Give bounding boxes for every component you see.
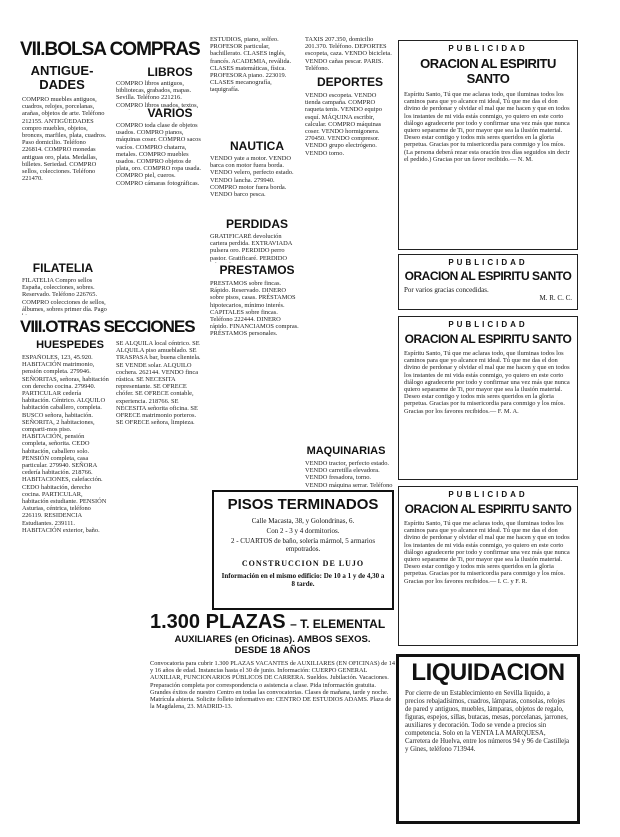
plazas-title: 1.300 PLAZAS [150, 611, 286, 633]
oracion-title-3: ORACION AL ESPIRITU SANTO [404, 332, 572, 346]
publicidad-3 [398, 316, 578, 480]
publicidad-1 [398, 40, 578, 250]
category-varios: VARIOS [147, 106, 193, 120]
category-filatelia: FILATELIA [32, 261, 94, 275]
pisos-line3: 2 - CUARTOS de baño, solería mármol, 5 armarios empotrados. [230, 537, 376, 553]
classified-block-filatelia: FILATELIA Compro sellos España, colecciones, sobres. Reservado. Teléfono 226765. COMPRO colecciones de sellos, álbumes, sobres primer día. Pago [22, 277, 107, 313]
category-huespedes: HUESPEDES [36, 339, 104, 351]
pisos-terminados-ad [212, 490, 394, 610]
oracion-sign-2: M. R. C. C. [539, 294, 572, 302]
classified-block-huespedes: ESPAÑOLES, 123, 45.920. HABITACIÓN matrimonio, pensión completa. 279946. SEÑORITAS, señoras, habitación con derecho cocina. 279940. PARTICULAR cedería habitación. Céntrico. ALQUILO habitación caballero, completa. BUSCO señora, habitación. SEÑORITA, 2 habitaciones, comparti-mos piso. HABITACIÓN, pensión completa, señorita. CEDO habitación, caballero solo. PENSIÓN completa, casa particular. 279940. SEÑORA cedería habitación. 218766. HABITACIONES, calefacción. CEDO habitación, derecho cocina. PARTICULAR, habitación estudiante. PENSIÓN Asturias, céntrica, teléfono 226119. RESIDENCIA Estudiantes. 239111. HABITACIÓN exterior, baño. [22, 354, 109, 534]
oracion-text-2: Por varios gracias concedidas. [404, 286, 489, 294]
section-title-otras: VIII.OTRAS SECCIONES [20, 317, 195, 336]
pisos-line2: Con 2 - 3 y 4 dormitorios. [266, 527, 340, 535]
category-antiguedades: ANTIGUE-DADES [30, 63, 94, 92]
classified-block-perdidas: GRATIFICARÉ devolución cartera perdida. EXTRAVIADA pulsera oro. PERDIDO perro pastor. Gratificaré. PERDIDO [210, 233, 293, 262]
publicidad-head-1: PUBLICIDAD [448, 44, 528, 53]
column-1 [20, 40, 202, 59]
pisos-line4: CONSTRUCCION DE LUJO [241, 559, 365, 568]
publicidad-head-4: PUBLICIDAD [448, 490, 528, 499]
section-title-bolsa: VII.BOLSA COMPRAS [20, 39, 200, 60]
classified-block-libros: COMPRO libros antiguos, bibliotecas, grabados, mapas. Sevilla. Teléfono 221216. COMPRO libros usados, textos, [116, 80, 199, 109]
classified-block-deportes: VENDO escopeta. VENDO tienda campaña. COMPRO raqueta tenis. VENDO equipo esquí. MÁQUINA escribir, calcular. COMPRO máquinas coser. VENDO hormigonera. 270450. VENDO compresor. VENDO grupo electrógeno. VENDO torno. [305, 92, 382, 157]
plazas-body: Convocatoria para cubrir 1.300 PLAZAS VACANTES de AUXILIARES (EN OFICINAS) de 14 y 16 años de edad. Instancias hasta el 30 de junio. Información: CUERPO GENERAL AUXILIAR, FUNCIONARIOS PÚBLICOS DE CARRERA. Sueldos. Jubilación. Vacaciones. Preparación completa por correspondencia o asistencia a clase. Pida información gratuita. Grandes éxitos de nuestro Centro en todas las convocatorias. Clases de mañana, tarde y noche. Matrícula abierta. Solicite folleto informativo en: CENTRO DE ESTUDIOS ADAMS. Plaza de la Magdalena, 23. MADRID-13. [150, 660, 395, 711]
plazas-ad [150, 612, 395, 810]
plazas-suffix: – T. ELEMENTAL [290, 617, 386, 631]
liquidacion-body: Por cierre de un Establecimiento en Sevilla liquido, a precios rebajadísimos, cuadros, lámparas, consolas, relojes de pared y antiguos, muebles, lámparas, objetos de regalo, figuras, espejos, sillas, butacas, mesas, porcelanas, jarrones, auxiliares y decoración. Todo se vende a precios sin competencia. Solo en la VENTA LA MARQUESA, Carretera de Huelva, entre los números 94 y 96 de Castilleja y Gines, teléfono 713944. [405, 690, 570, 753]
classified-block-varios: COMPRO toda clase de objetos usados. COMPRO pianos, máquinas coser. COMPRO sacos vacíos. COMPRO chatarra, metales. COMPRO muebles usados. COMPRO objetos de plata, oro. COMPRO ropa usada. COMPRO piel, cueros. COMPRO cámaras fotográficas. [116, 122, 202, 187]
oracion-title-2: ORACION AL ESPIRITU SANTO [404, 269, 572, 283]
plazas-sub1: AUXILIARES (en Oficinas). AMBOS SEXOS. [174, 634, 371, 645]
category-deportes: DEPORTES [316, 75, 383, 89]
classified-block-prestamos: PRESTAMOS sobre fincas. Rápido. Reservado. DINERO sobre pisos, casas. PRÉSTAMOS hipotecarios, mínimo interés. CAPITALES sobre fincas. Teléfono 222444. DINERO rápido. FINANCIAMOS compras. PRÉSTAMOS personales. [210, 280, 299, 338]
oracion-title-1: ORACION AL ESPIRITU SANTO [420, 56, 556, 86]
pisos-line5: Información en el mismo edificio: De 10 a 1 y de 4,30 a 8 tarde. [221, 572, 385, 588]
plazas-heading [150, 612, 395, 632]
classified-block-estudios: ESTUDIOS, piano, solfeo. PROFESOR particular, bachillerato. CLASES inglés, francés. ACADEMIA, reválida. CLASES matemáticas, física. PROFESORA piano. 223019. CLASES mecanografía, taquigrafía. [210, 36, 292, 94]
publicidad-4 [398, 486, 578, 646]
publicidad-head-3: PUBLICIDAD [448, 320, 528, 329]
oracion-text-1: Espíritu Santo, Tú que me aclaras todo, que iluminas todos los caminos para que yo alcance mi ideal, Tú que me das el don divino de perdonar y olvidar el mal que me hacen y que en todos los instantes de mi vida estás conmigo, yo quiero en este corto diálogo agradecerte por todo y confirmar una vez más que nunca quiero separarme de Ti, por mayor que sea la ilusión material. Deseo estar contigo y todos mis seres queridos en la gloria perpetua. Gracias por tu misericordia para conmigo y los míos. (La persona deberá rezar esta oración tres días seguidos sin decir el pedido.) Gracias por un favor recibido.— N. M. [404, 91, 570, 163]
liquidacion-title: LIQUIDACION [411, 659, 565, 686]
classified-block-otras: SE ALQUILA local céntrico. SE ALQUILA piso amueblado. SE TRASPASA bar, buena clientela. SE VENDE solar. ALQUILO cochera. 262144. VENDO finca rústica. SE NECESITA representante. SE OFRECE chófer. SE OFRECE contable, experiencia. 218766. SE NECESITA señorita oficina. SE OFRECE matrimonio porteros. SE OFRECE señora, limpieza. [116, 340, 201, 427]
pisos-title: PISOS TERMINADOS [227, 496, 379, 513]
liquidacion-ad [396, 654, 580, 824]
oracion-title-4: ORACION AL ESPIRITU SANTO [404, 502, 572, 516]
pisos-line1: Calle Macasta, 38, y Golondrinas, 6. [251, 517, 355, 525]
classified-block-antiguedades: COMPRO muebles antiguos, cuadros, relojes, porcelanas, arañas, objetos de arte. Teléfono 212155. ANTIGÜEDADES compro muebles, objetos, bronces, marfiles, plata, cuadros. Paso domicilio. Teléfono 226814. COMPRO monedas antiguas oro, plata. Medallas, billetes. Seriedad. COMPRO sellos, colecciones. Teléfono 221470. [22, 96, 107, 183]
publicidad-2 [398, 254, 578, 310]
oracion-text-4: Espíritu Santo, Tú que me aclaras todo, que iluminas todos los caminos para que yo alcance mi ideal. Tú que me das el don divino de perdonar y olvidar el mal que me hacen y que en todos los instantes de mi vida estás conmigo, yo quiero en este corto diálogo agradecerte por todo y confirmar una vez más que nunca quiero separarme de Ti, por mayor que sea la ilusión material. Deseo estar contigo y todos mis seres queridos en la gloria perpetua. Gracias por tu misericordia para conmigo y los míos. Gracias por los favores recibidos.— I. C. y F. R. [404, 520, 570, 585]
category-prestamos: PRESTAMOS [219, 263, 295, 277]
category-perdidas: PERDIDAS [225, 217, 288, 231]
category-nautica: NAUTICA [230, 139, 284, 153]
plazas-sub2: DESDE 18 AÑOS [234, 645, 311, 656]
oracion-text-3: Espíritu Santo, Tú que me aclaras todo, que iluminas todos los caminos para que yo alcance mi ideal. Tú que me das el don divino de perdonar y olvidar el mal que me hacen y que en todos los instantes de mi vida estás conmigo, yo quiero en este corto diálogo agradecerte por todo y confirmar una vez más que nunca quiero separarme de Ti, por mayor que sea la ilusión material. Deseo estar contigo y todos mis seres queridos en la gloria perpetua. Gracias por tu misericordia para conmigo y los míos. Gracias por los favores recibidos.— F. M. A. [404, 350, 570, 415]
classified-block-maquinarias: VENDO tractor, perfecto estado. VENDO carretilla elevadora. VENDO fresadora, torno. VENDO máquina serrar. Teléfono [305, 460, 393, 488]
category-maquinarias: MAQUINARIAS [306, 445, 386, 457]
publicidad-head-2: PUBLICIDAD [448, 258, 528, 267]
classified-block-taxis: TAXIS 207.350, domicilio 201.370. Teléfono. DEPORTES escopeta, caza. VENDO bicicleta. VENDO cañas pescar. PARIS. Teléfono. [305, 36, 392, 72]
classified-block-nautica: VENDO yate a motor. VENDO barca con motor fuera borda. VENDO velero, perfecto estado. VENDO lancha. 279940. COMPRO motor fuera borda. VENDO barco pesca. [210, 155, 294, 199]
category-libros: LIBROS [147, 65, 193, 79]
